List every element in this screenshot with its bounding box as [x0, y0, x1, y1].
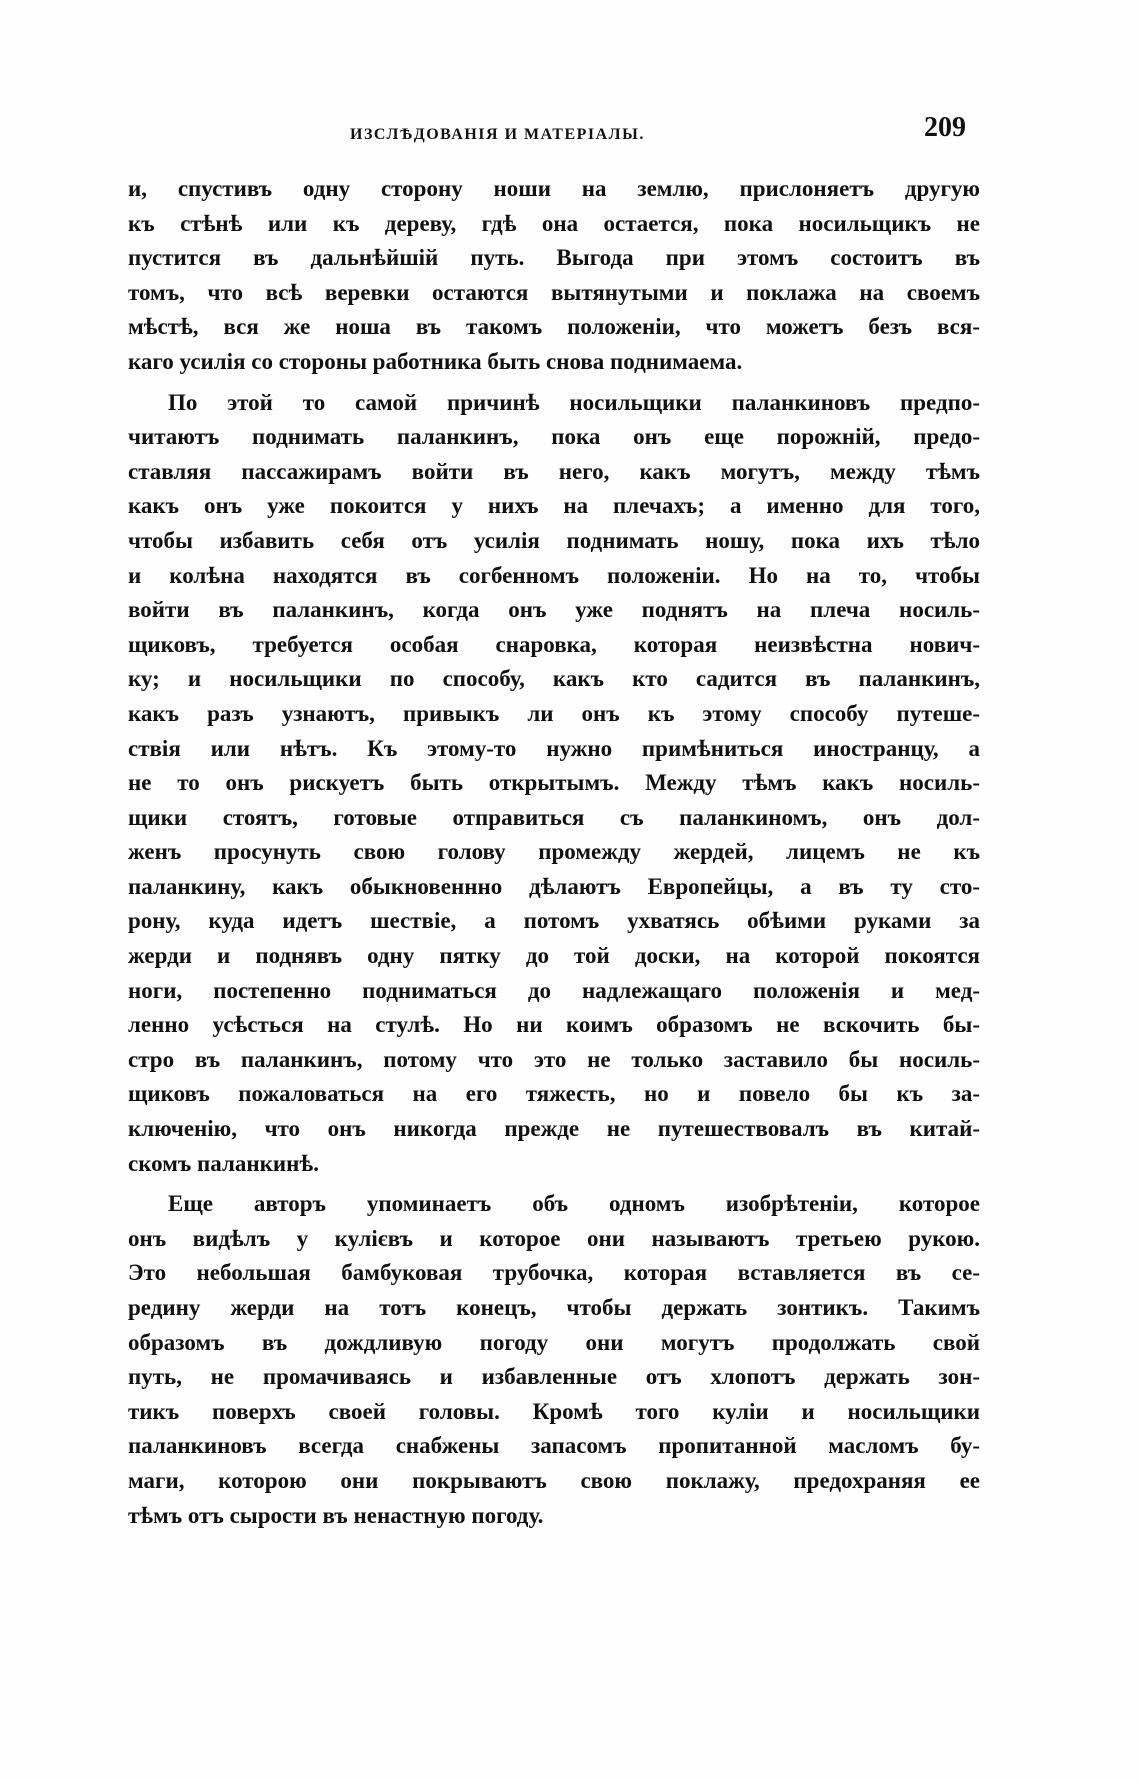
text-line: путь, не промачиваясь и избавленные отъ хлопотъ держать зон- — [128, 1364, 980, 1390]
text-line: паланкиновъ всегда снабжены запасомъ пропитанной масломъ бу- — [128, 1433, 980, 1459]
text-line: томъ, что всѣ веревки остаются вытянутыми и поклажа на своемъ — [128, 279, 980, 305]
text-line: не то онъ рискуетъ быть открытымъ. Между тѣмъ какъ носиль- — [128, 770, 980, 796]
running-head: ИЗСЛѢДОВАНІЯ И МАТЕРІАЛЫ. — [350, 126, 645, 143]
text-line: Еще авторъ упоминаетъ объ одномъ изобрѣтеніи, которое — [168, 1191, 980, 1217]
text-line: какъ разъ узнаютъ, привыкъ ли онъ къ этому способу путеше- — [128, 700, 980, 726]
paragraph-3 — [128, 1187, 980, 1533]
paragraph-1 — [128, 172, 980, 380]
text-line: читаютъ поднимать паланкинъ, пока онъ еще порожній, предо- — [128, 424, 980, 450]
text-line: пустится въ дальнѣйшій путь. Выгода при этомъ состоитъ въ — [128, 245, 980, 271]
text-line: ленно усѣсться на стулѣ. Но ни коимъ образомъ не вскочить бы- — [128, 1012, 980, 1038]
text-line: щики стоятъ, готовые отправиться съ паланкиномъ, онъ дол- — [128, 804, 980, 830]
paragraph-2 — [128, 386, 980, 1182]
text-line: каго усилія со стороны работника быть снова поднимаема. — [128, 348, 743, 374]
text-line: Это небольшая бамбуковая трубочка, которая вставляется въ се- — [128, 1260, 980, 1286]
text-line: щиковъ, требуется особая снаровка, которая неизвѣстна нович- — [128, 631, 980, 657]
text-line: къ стѣнѣ или къ дереву, гдѣ она остается, пока носильщикъ не — [128, 210, 980, 236]
page-header — [128, 112, 978, 152]
text-line: чтобы избавить себя отъ усилія поднимать ношу, пока ихъ тѣло — [128, 527, 980, 553]
text-line: какъ онъ уже покоится у нихъ на плечахъ; а именно для того, — [128, 493, 980, 519]
text-line: скомъ паланкинѣ. — [128, 1150, 319, 1176]
text-line: паланкину, какъ обыкновеннно дѣлаютъ Европейцы, а въ ту сто- — [128, 873, 980, 899]
text-line: ку; и носильщики по способу, какъ кто садится въ паланкинъ, — [128, 666, 980, 692]
text-line: и колѣна находятся въ согбенномъ положеніи. Но на то, чтобы — [128, 562, 980, 588]
text-line: маги, которою они покрываютъ свою поклажу, предохраняя ее — [128, 1467, 980, 1493]
body-text — [128, 172, 980, 1539]
text-line: женъ просунуть свою голову промежду жердей, лицемъ не къ — [128, 839, 980, 865]
text-line: ствія или нѣтъ. Къ этому-то нужно примѣниться иностранцу, а — [128, 735, 980, 761]
text-line: жерди и поднявъ одну пятку до той доски, на которой покоятся — [128, 943, 980, 969]
text-line: образомъ въ дождливую погоду они могутъ продолжать свой — [128, 1329, 980, 1355]
text-line: тѣмъ отъ сырости въ ненастную погоду. — [128, 1502, 544, 1528]
text-line: редину жерди на тотъ конецъ, чтобы держать зонтикъ. Такимъ — [128, 1295, 980, 1320]
text-line: и, спустивъ одну сторону ноши на землю, прислоняетъ другую — [128, 176, 980, 201]
text-line: ставляя пассажирамъ войти въ него, какъ могутъ, между тѣмъ — [128, 458, 980, 484]
text-line: стро въ паланкинъ, потому что это не только заставило бы носиль- — [128, 1046, 980, 1072]
text-line: ключенію, что онъ никогда прежде не путешествовалъ въ китай- — [128, 1116, 980, 1142]
text-line: рону, куда идетъ шествіе, а потомъ ухватясь обѣими руками за — [128, 908, 980, 934]
text-line: По этой то самой причинѣ носильщики паланкиновъ предпо- — [168, 389, 980, 415]
text-line: ноги, постепенно подниматься до надлежащаго положенія и мед- — [128, 977, 980, 1003]
text-line: щиковъ пожаловаться на его тяжесть, но и повело бы къ за- — [128, 1081, 980, 1107]
text-line: войти въ паланкинъ, когда онъ уже поднятъ на плеча носиль- — [128, 597, 980, 623]
page-number: 209 — [924, 112, 966, 143]
text-line: тикъ поверхъ своей головы. Кромѣ того куліи и носильщики — [128, 1398, 980, 1424]
text-line: онъ видѣлъ у кулієвъ и которое они называютъ третьею рукою. — [128, 1225, 980, 1251]
text-line: мѣстѣ, вся же ноша въ такомъ положеніи, что можетъ безъ вся- — [128, 314, 980, 340]
